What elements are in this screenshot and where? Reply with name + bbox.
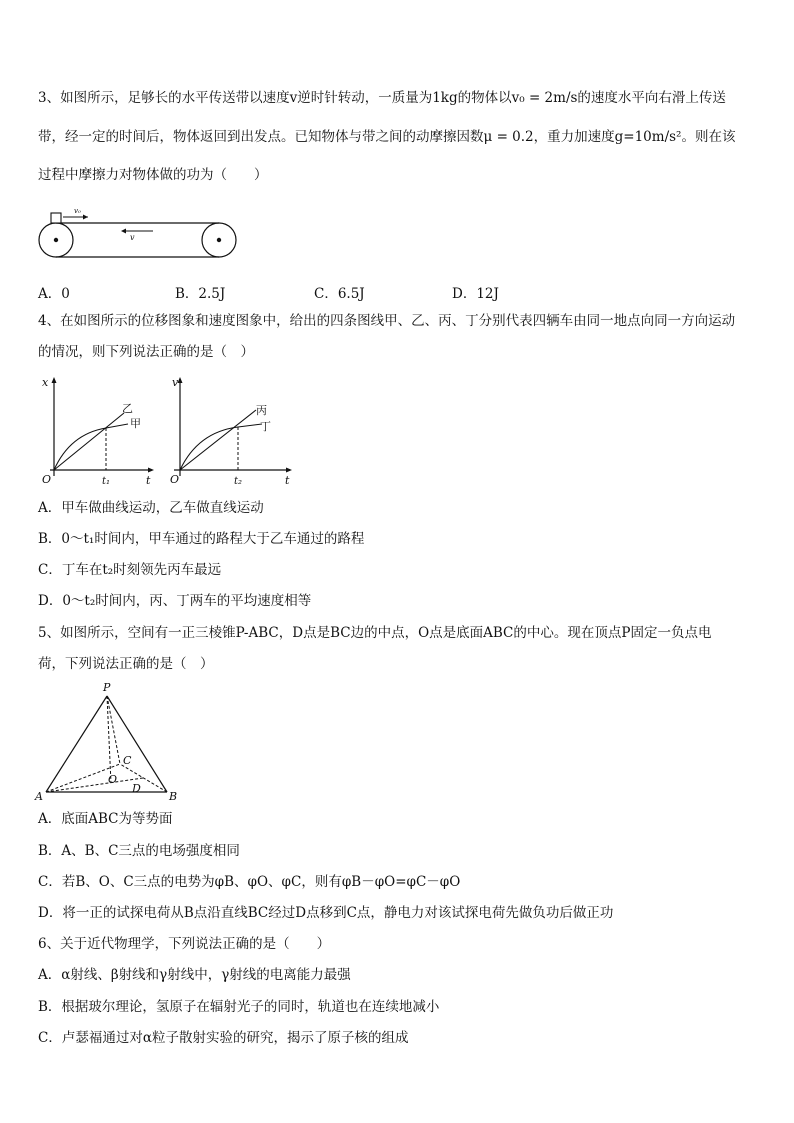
y-axis-label: v bbox=[172, 376, 179, 389]
q4-option-b[interactable]: B．0～t₁时间内，甲车通过的路程大于乙车通过的路程 bbox=[38, 531, 365, 547]
label-o: O bbox=[108, 773, 118, 786]
label-c: C bbox=[123, 754, 132, 767]
line-yi bbox=[54, 413, 124, 470]
pyramid-figure bbox=[34, 680, 182, 802]
q4-option-d[interactable]: D．0～t₂时间内，丙、丁两车的平均速度相等 bbox=[38, 593, 312, 609]
q5-option-d[interactable]: D．将一正的试探电荷从B点沿直线BC经过D点移到C点，静电力对该试探电荷先做负功后做正功 bbox=[38, 905, 614, 921]
label-ding: 丁 bbox=[260, 420, 271, 433]
x-axis-label: t bbox=[285, 474, 290, 487]
q4-stem-line2: 的情况，则下列说法正确的是（ ） bbox=[38, 344, 254, 360]
q5-option-c[interactable]: C．若B、O、C三点的电势为φB、φO、φC，则有φB－φO=φC－φO bbox=[38, 874, 461, 890]
q6-option-b[interactable]: B．根据玻尔理论，氢原子在辐射光子的同时，轨道也在连续地减小 bbox=[38, 999, 440, 1015]
label-d: D bbox=[132, 782, 141, 795]
block bbox=[51, 213, 61, 223]
left-pulley-axle bbox=[54, 238, 58, 242]
q4-option-a[interactable]: A．甲车做曲线运动，乙车做直线运动 bbox=[38, 500, 264, 516]
q3-option-b[interactable]: B．2.5J bbox=[175, 286, 226, 302]
q5-stem-line2: 荷，下列说法正确的是（ ） bbox=[38, 656, 214, 672]
conveyor-belt-figure bbox=[36, 204, 242, 262]
q3-option-d[interactable]: D．12J bbox=[452, 286, 499, 302]
label-p: P bbox=[103, 681, 111, 694]
q3-option-a[interactable]: A．0 bbox=[38, 286, 70, 302]
q3-option-c[interactable]: C．6.5J bbox=[314, 286, 365, 302]
origin-label: O bbox=[170, 473, 180, 486]
q3-stem-line2: 带，经一定的时间后，物体返回到出发点。已知物体与带之间的动摩擦因数μ = 0.2，重力加速度g=10m/s²。则在该 bbox=[38, 129, 736, 145]
t1-label: t₁ bbox=[102, 476, 111, 487]
line-ad bbox=[46, 778, 143, 792]
edge-bc bbox=[120, 764, 167, 792]
line-po bbox=[107, 696, 111, 783]
curve-ding bbox=[180, 424, 262, 470]
label-jia: 甲 bbox=[130, 417, 141, 430]
q4-option-c[interactable]: C．丁车在t₂时刻领先丙车最远 bbox=[38, 562, 222, 578]
label-yi: 乙 bbox=[122, 402, 133, 415]
curve-jia bbox=[54, 424, 128, 470]
right-pulley-axle bbox=[217, 238, 221, 242]
q6-option-a[interactable]: A．α射线、β射线和γ射线中，γ射线的电离能力最强 bbox=[38, 967, 351, 983]
v-label: v bbox=[130, 233, 135, 242]
x-axis-label: t bbox=[146, 474, 151, 487]
label-bing: 丙 bbox=[256, 404, 267, 417]
v0-label: v₀ bbox=[74, 207, 81, 215]
line-bing bbox=[180, 410, 256, 470]
t2-label: t₂ bbox=[234, 476, 243, 487]
q6-stem: 6、关于近代物理学，下列说法正确的是（ ） bbox=[38, 936, 331, 952]
q5-option-b[interactable]: B．A、B、C三点的电场强度相同 bbox=[38, 843, 240, 859]
origin-label: O bbox=[42, 473, 52, 486]
q6-option-c[interactable]: C．卢瑟福通过对α粒子散射实验的研究，揭示了原子核的组成 bbox=[38, 1030, 409, 1046]
label-a: A bbox=[35, 790, 43, 802]
q5-option-a[interactable]: A．底面ABC为等势面 bbox=[38, 811, 173, 827]
y-axis-label: x bbox=[42, 376, 49, 389]
velocity-time-graph bbox=[170, 372, 294, 490]
q5-stem-line1: 5、如图所示，空间有一正三棱锥P-ABC，D点是BC边的中点，O点是底面ABC的中心。现在顶点P固定一负点电 bbox=[38, 625, 712, 641]
q3-stem-line3: 过程中摩擦力对物体做的功为（ ） bbox=[38, 167, 268, 183]
displacement-time-graph bbox=[36, 372, 156, 490]
q3-stem-line1: 3、如图所示，足够长的水平传送带以速度v逆时针转动，一质量为1kg的物体以v₀ = 2m/s的速度水平向右滑上传送 bbox=[38, 90, 726, 106]
q4-stem-line1: 4、在如图所示的位移图象和速度图象中，给出的四条图线甲、乙、丙、丁分别代表四辆车由同一地点向同一方向运动 bbox=[38, 313, 736, 329]
edge-pa bbox=[46, 696, 107, 792]
label-b: B bbox=[169, 790, 178, 802]
